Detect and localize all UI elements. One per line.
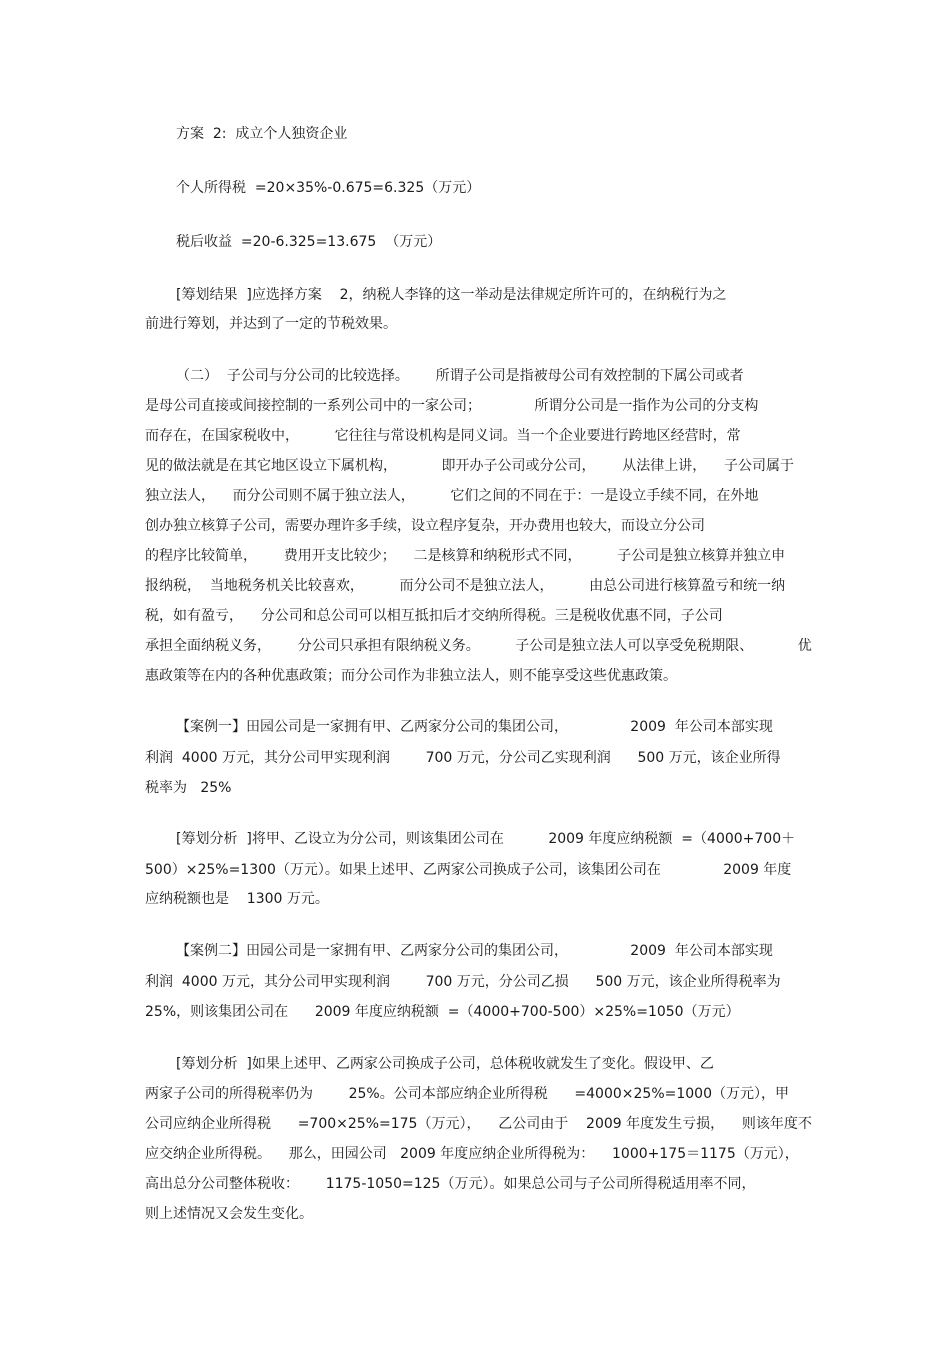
section-two-line-2: 是母公司直接或间接控制的一系列公司中的一家公司； 所谓分公司是一指作为公司的分支构 [145,398,759,414]
analysis-two-line-6: 则上述情况又会发生变化。 [145,1206,313,1222]
scheme2-heading: 方案 2: 成立个人独资企业 [176,126,348,142]
analysis-one-line-2: 500）×25%=1300（万元）。如果上述甲、乙两家公司换成子公司，该集团公司在 2009 年度 [145,862,792,878]
analysis-two-line-3: 公司应纳企业所得税 =700×25%=175（万元）， 乙公司由于 2009 年度发生亏损， 则该年度不 [145,1116,812,1132]
case-two-line-1: 【案例二】田园公司是一家拥有甲、乙两家分公司的集团公司， 2009 年公司本部实现 [176,943,773,959]
analysis-one-line-3: 应纳税额也是 1300 万元。 [145,891,329,907]
section-two-line-10: 承担全面纳税义务， 分公司只承担有限纳税义务。 子公司是独立法人可以享受免税期限、 优 [145,638,812,654]
section-two-line-11: 惠政策等在内的各种优惠政策；而分公司作为非独立法人，则不能享受这些优惠政策。 [145,668,677,684]
analysis-one-line-1: [筹划分析 ]将甲、乙设立为分公司，则该集团公司在 2009 年度应纳税额 =（4000+700＋ [176,831,796,847]
section-two-line-7: 的程序比较简单， 费用开支比较少； 二是核算和纳税形式不同， 子公司是独立核算并独立申 [145,548,786,564]
planning-result-line-2: 前进行筹划，并达到了一定的节税效果。 [145,316,397,332]
case-one-line-2: 利润 4000 万元，其分公司甲实现利润 700 万元，分公司乙实现利润 500 万元，该企业所得 [145,750,781,766]
analysis-two-line-4: 应交纳企业所得税。 那么，田园公司 2009 年度应纳企业所得税为： 1000+175＝1175（万元）， [145,1146,799,1162]
analysis-two-line-5: 高出总分公司整体税收： 1175-1050=125（万元）。如果总公司与子公司所得税适用率不同， [145,1176,756,1192]
analysis-two-line-2: 两家子公司的所得税率仍为 25%。公司本部应纳企业所得税 =4000×25%=1000（万元），甲 [145,1086,789,1102]
case-one-line-1: 【案例一】田园公司是一家拥有甲、乙两家分公司的集团公司， 2009 年公司本部实现 [176,719,773,735]
section-two-line-1: （二） 子公司与分公司的比较选择。 所谓子公司是指被母公司有效控制的下属公司或者 [176,368,744,384]
section-two-line-8: 报纳税， 当地税务机关比较喜欢， 而分公司不是独立法人， 由总公司进行核算盈亏和统一纳 [145,578,786,594]
case-two-line-3: 25%，则该集团公司在 2009 年度应纳税额 =（4000+700-500）×25%=1050（万元） [145,1004,740,1020]
section-two-line-5: 独立法人， 而分公司则不属于独立法人， 它们之间的不同在于：一是设立手续不同，在外地 [145,488,759,504]
case-one-line-3: 税率为 25% [145,780,232,796]
planning-result-line-1: [筹划结果 ]应选择方案 2，纳税人李锋的这一举动是法律规定所许可的，在纳税行为之 [176,287,727,303]
analysis-two-line-1: [筹划分析 ]如果上述甲、乙两家公司换成子公司，总体税收就发生了变化。假设甲、乙 [176,1056,714,1072]
case-two-line-2: 利润 4000 万元，其分公司甲实现利润 700 万元，分公司乙损 500 万元，该企业所得税率为 [145,974,781,990]
section-two-line-6: 创办独立核算子公司，需要办理许多手续，设立程序复杂，开办费用也较大，而设立分公司 [145,518,705,534]
section-two-line-3: 而存在，在国家税收中， 它往往与常设机构是同义词。当一个企业要进行跨地区经营时，常 [145,428,741,444]
section-two-line-4: 见的做法就是在其它地区设立下属机构， 即开办子公司或分公司， 从法律上讲， 子公司属于 [145,458,795,474]
section-two-line-9: 税，如有盈亏， 分公司和总公司可以相互抵扣后才交纳所得税。三是税收优惠不同，子公司 [145,608,723,624]
after-tax-income-formula: 税后收益 =20-6.325=13.675 （万元） [176,234,442,250]
income-tax-formula: 个人所得税 =20×35%-0.675=6.325（万元） [176,180,481,196]
